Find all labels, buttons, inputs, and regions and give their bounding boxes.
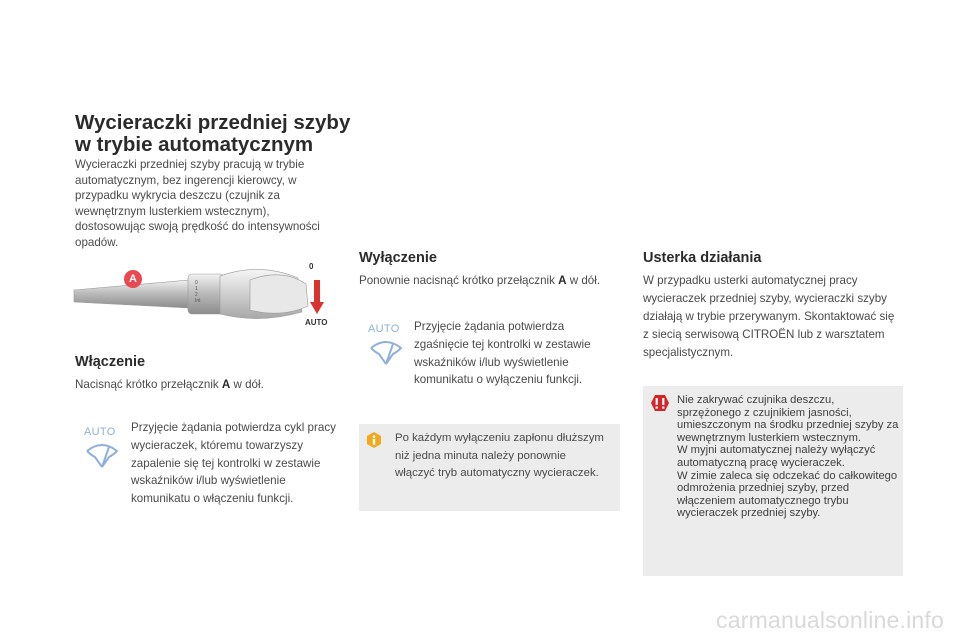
wiper-lamp-icon [85, 441, 119, 469]
switch-auto-label: AUTO [305, 318, 328, 327]
callout-a [124, 270, 142, 288]
info-box-text: Po każdym wyłączeniu zapłonu dłuższym niż jedna minuta należy ponownie włączyć tryb automatyczny wycieraczek. [395, 432, 604, 479]
watermark: carmanualsonline.info [716, 607, 944, 633]
auto-lamp-label-off: AUTO [368, 323, 400, 335]
wiper-stalk-diagram [70, 258, 340, 338]
position-label: 1 [195, 286, 198, 292]
position-labels [195, 280, 209, 304]
callout-a-label: A [129, 273, 137, 285]
wylaczenie-lamp-text: Przyjęcie żądania potwierdza zgaśnięcie tej kontrolki w zestawie wskaźników i/lub wyświetlenie komunikatu o wyłączeniu funkcji. [414, 320, 591, 387]
wlaczenie-instruction: Nacisnąć krótko przełącznik A w dół. [75, 378, 264, 391]
key-a: A [558, 274, 567, 287]
wiper-lamp-icon [369, 338, 403, 366]
down-arrow-icon [310, 280, 324, 314]
position-label: Int [195, 298, 201, 304]
wylaczenie-instruction: Ponownie nacisnąć krótko przełącznik A w dół. [359, 274, 601, 287]
info-icon [367, 432, 381, 448]
page-title-line1: Wycieraczki przedniej szyby [75, 111, 351, 134]
warning-box-text: Nie zakrywać czujnika deszczu, sprzężonego z czujnikiem jasności, umieszczonym na środku przedniej szyby za wewnętrznym lusterkiem wstecznym. W myjni automatycznej należy wyłączyć automatyczną pracę wycieraczek. W zimie zaleca się odczekać do całkowitego odmrożenia przedniej szyby, przed włączeniem automatycznego trybu wycieraczek przedniej szyby. [677, 394, 899, 520]
key-a: A [221, 378, 231, 391]
wylaczenie-heading: Wyłączenie [359, 250, 437, 266]
usterka-heading: Usterka działania [643, 250, 762, 266]
wlaczenie-heading: Włączenie [75, 354, 146, 370]
warning-box [643, 386, 903, 576]
usterka-text: W przypadku usterki automatycznej pracy wycieraczek przedniej szyby, wycieraczki szyby działają w trybie przerywanym. Skontaktować się z siecią serwisową CITROËN lub z warsztatem specjalistycznym. [643, 274, 895, 359]
intro-paragraph: Wycieraczki przedniej szyby pracują w trybie automatycznym, bez ingerencji kierowcy, w przypadku wykrycia deszczu (czujnik za wewnętrznym lusterkiem wstecznym), dostosowując swoją prędkość do intensywności opadów. [75, 158, 320, 249]
info-box [359, 424, 620, 511]
page-title [75, 112, 365, 156]
auto-lamp-label-on: AUTO [84, 426, 116, 438]
position-label: 0 [195, 280, 198, 286]
position-label-zero: 0 [309, 262, 314, 271]
wlaczenie-lamp-text: Przyjęcie żądania potwierdza cykl pracy wycieraczek, któremu towarzyszy zapalenie się tej kontrolki w zestawie wskaźników i/lub wyświetlenie komunikatu o włączeniu funkcji. [131, 421, 336, 506]
warning-icon [651, 395, 669, 411]
page-title-line2: w trybie automatycznym [75, 133, 314, 156]
position-label: 2 [195, 292, 198, 298]
